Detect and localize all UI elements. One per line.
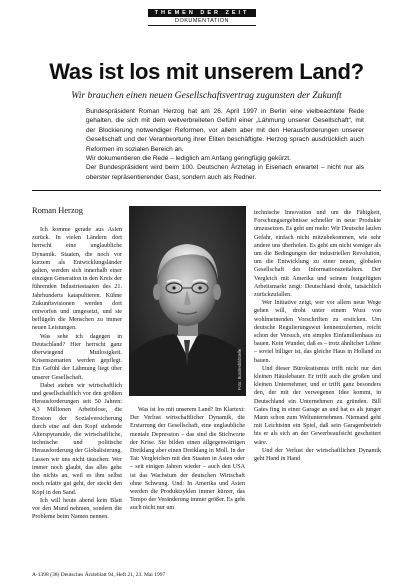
body-paragraph: Und dieser Bürokratismus trifft nicht nur den kleinen Häuslebauer. Er trifft auch die großen und kleinen Unternehmer, und er trifft ganz besonders den, der mit der verwegenen Idee kommt, in Deutschland ein Unternehmen zu gründen. Bill Gates fing in einer Garage an und hat es als junger Mann schon zum Weltunternehmen. Niemand geht mit Leichtsinn ein Spiel, daß sein Garagenbetrieb bis er als sich an der Gewerbeaufsicht gescheitert wäre. <box>254 365 381 446</box>
intro-paragraph: Bundespräsident Roman Herzog hat am 26. April 1997 in Berlin eine vielbeachtete Rede gehalten, die sich mit dem weitverbreiteten Gefühl einer „Lähmung unserer Gesellschaft“, mit der Blockierung notwendiger Reformen, vor allem aber mit den Herausforderungen unserer Gesellschaft und der Verantwortung ihrer Eliten beschäftigte. Herzog sprach ausdrücklich auch Reformen im sozialen Bereich an. <box>86 108 364 153</box>
body-paragraph: Ich komme gerade aus Asien zurück. In vielen Ländern dort herrscht eine unglaubliche Dynamik. Staaten, die noch vor kurzem als Entwicklungsländer galten, werden sich innerhalb einer einzigen Generation in den Kreis der führenden Industriestaaten des 21. Jahrhunderts katapultieren. Kühne Zukunftsvisionen werden dort entworfen und umgesetzt, und sie beflügeln die Menschen zu immer neuen Leistungen. <box>32 227 122 332</box>
body-paragraph: Was ist los mit unserem Land? Im Klartext: Der Verlust wirtschaftlicher Dynamik, die Erstarrung der Gesellschaft, eine unglaubliche mentale Depression – das sind die Stichworte der Krise. Sie bilden einen allgegenwärtigen Dreiklang aber einen Dreiklang in Moll. In der Tat: Vergleichen mit den Staaten in Asien oder – seit einigen Jahren wieder – auch den USA ist das Wachstum der deutschen Wirtschaft ohne Schwung. Und: In Amerika und Asien werden die Produktzyklen immer kürzer, das Tempo der Veränderung immer größer. Es geht auch nicht nur um <box>130 407 245 512</box>
body-paragraph: Ich will heute abend kein Blatt vor den Mund nehmen, sondern die Probleme beim Namen nennen. <box>32 497 122 521</box>
body-paragraph: Dabei stehen wir wirtschaftlich und gesellschaftlich vor den größten Herausforderungen seit 50 Jahren: 4,3 Millionen Arbeitslose, die Erosion der Sozialversicherung durch eine auf den Kopf stehende Alterspyramide, die wirtschaftliche, technische und politische Herausforderung der Globalisierung. Lassen wir uns nicht täuschen: Wer immer noch glaubt, das alles gehe ihn nichts an, weil es ihm selbst noch relativ gut geht, der steckt den Kopf in den Sand. <box>32 382 122 496</box>
body-paragraph: Und der Verlust der wirtschaftlichen Dynamik geht Hand in Hand <box>254 447 381 463</box>
article-title: Was ist los mit unserem Land? <box>49 59 364 84</box>
text-column-1 <box>32 226 122 566</box>
body-paragraph: technische Innovation und um die Fähigkeit, Forschungsergebnisse schneller in neue Produkte umzusetzen. Es geht um mehr: Wir Deutsche laufen Gefahr, einfach nicht mitzubekommen, wie sehr andere uns überholen. Es geht um nicht weniger als um die Bedingungen der industriellen Revolution, um die Entwicklung zu einer neuen, globalen Gesellschaft des Informationszeitalters. Der Vergleich mit Amerika und seinem festgefügten Arbeitsmarkt zeigt: Deutschland droht, tatsächlich zurückzufallen. <box>254 210 381 299</box>
text-column-2 <box>130 406 245 566</box>
body-paragraph: Wer Initiative zeigt, wer vor allem neue Wege gehen will, droht unter einem Wust von wohlmeinenden Vorschriften zu ersticken. Um deutsche Regulierungswut kennenzulernen, reicht schon der Versuch, ein simples Einfamilienhaus zu bauen. Kein Wunder, daß es – trotz ähnlicher Löhne – soviel billiger ist, das gleiche Haus in Holland zu bauen. <box>254 300 381 364</box>
author-name: Roman Herzog <box>32 206 83 215</box>
section-sublabel: DOKUMENTATION <box>148 18 256 26</box>
photo-credit: Foto: Bundesbildstelle <box>237 348 242 390</box>
section-label: THEMEN DER ZEIT <box>148 9 256 17</box>
page-footer: A-1398 (38) Deutsches Ärzteblatt 94, Heft 21, 23. Mai 1997 <box>32 572 166 578</box>
divider <box>32 190 381 191</box>
text-column-3 <box>254 209 381 566</box>
intro-paragraph: Der Bundespräsident wird beim 100. Deutschen Ärztetag in Eisenach erwartet – nicht nur als oberster repräsentierender Gast, sondern auch als Redner. <box>86 164 364 181</box>
portrait-illustration <box>129 206 246 396</box>
article-intro <box>86 107 364 182</box>
portrait-photo <box>129 206 246 396</box>
body-paragraph: Was sehe ich dagegen in Deutschland? Hier herrscht ganz überwiegend Mutlosigkeit. Krisenszenarien werden gepflegt. Ein Gefühl der Lähmung liegt über unserer Gesellschaft. <box>32 333 122 381</box>
intro-paragraph: Wir dokumentieren die Rede – lediglich am Anfang geringfügig gekürzt. <box>86 155 291 163</box>
article-tagline: Wir brauchen einen neuen Gesellschaftsvertrag zugunsten der Zukunft <box>71 90 342 101</box>
